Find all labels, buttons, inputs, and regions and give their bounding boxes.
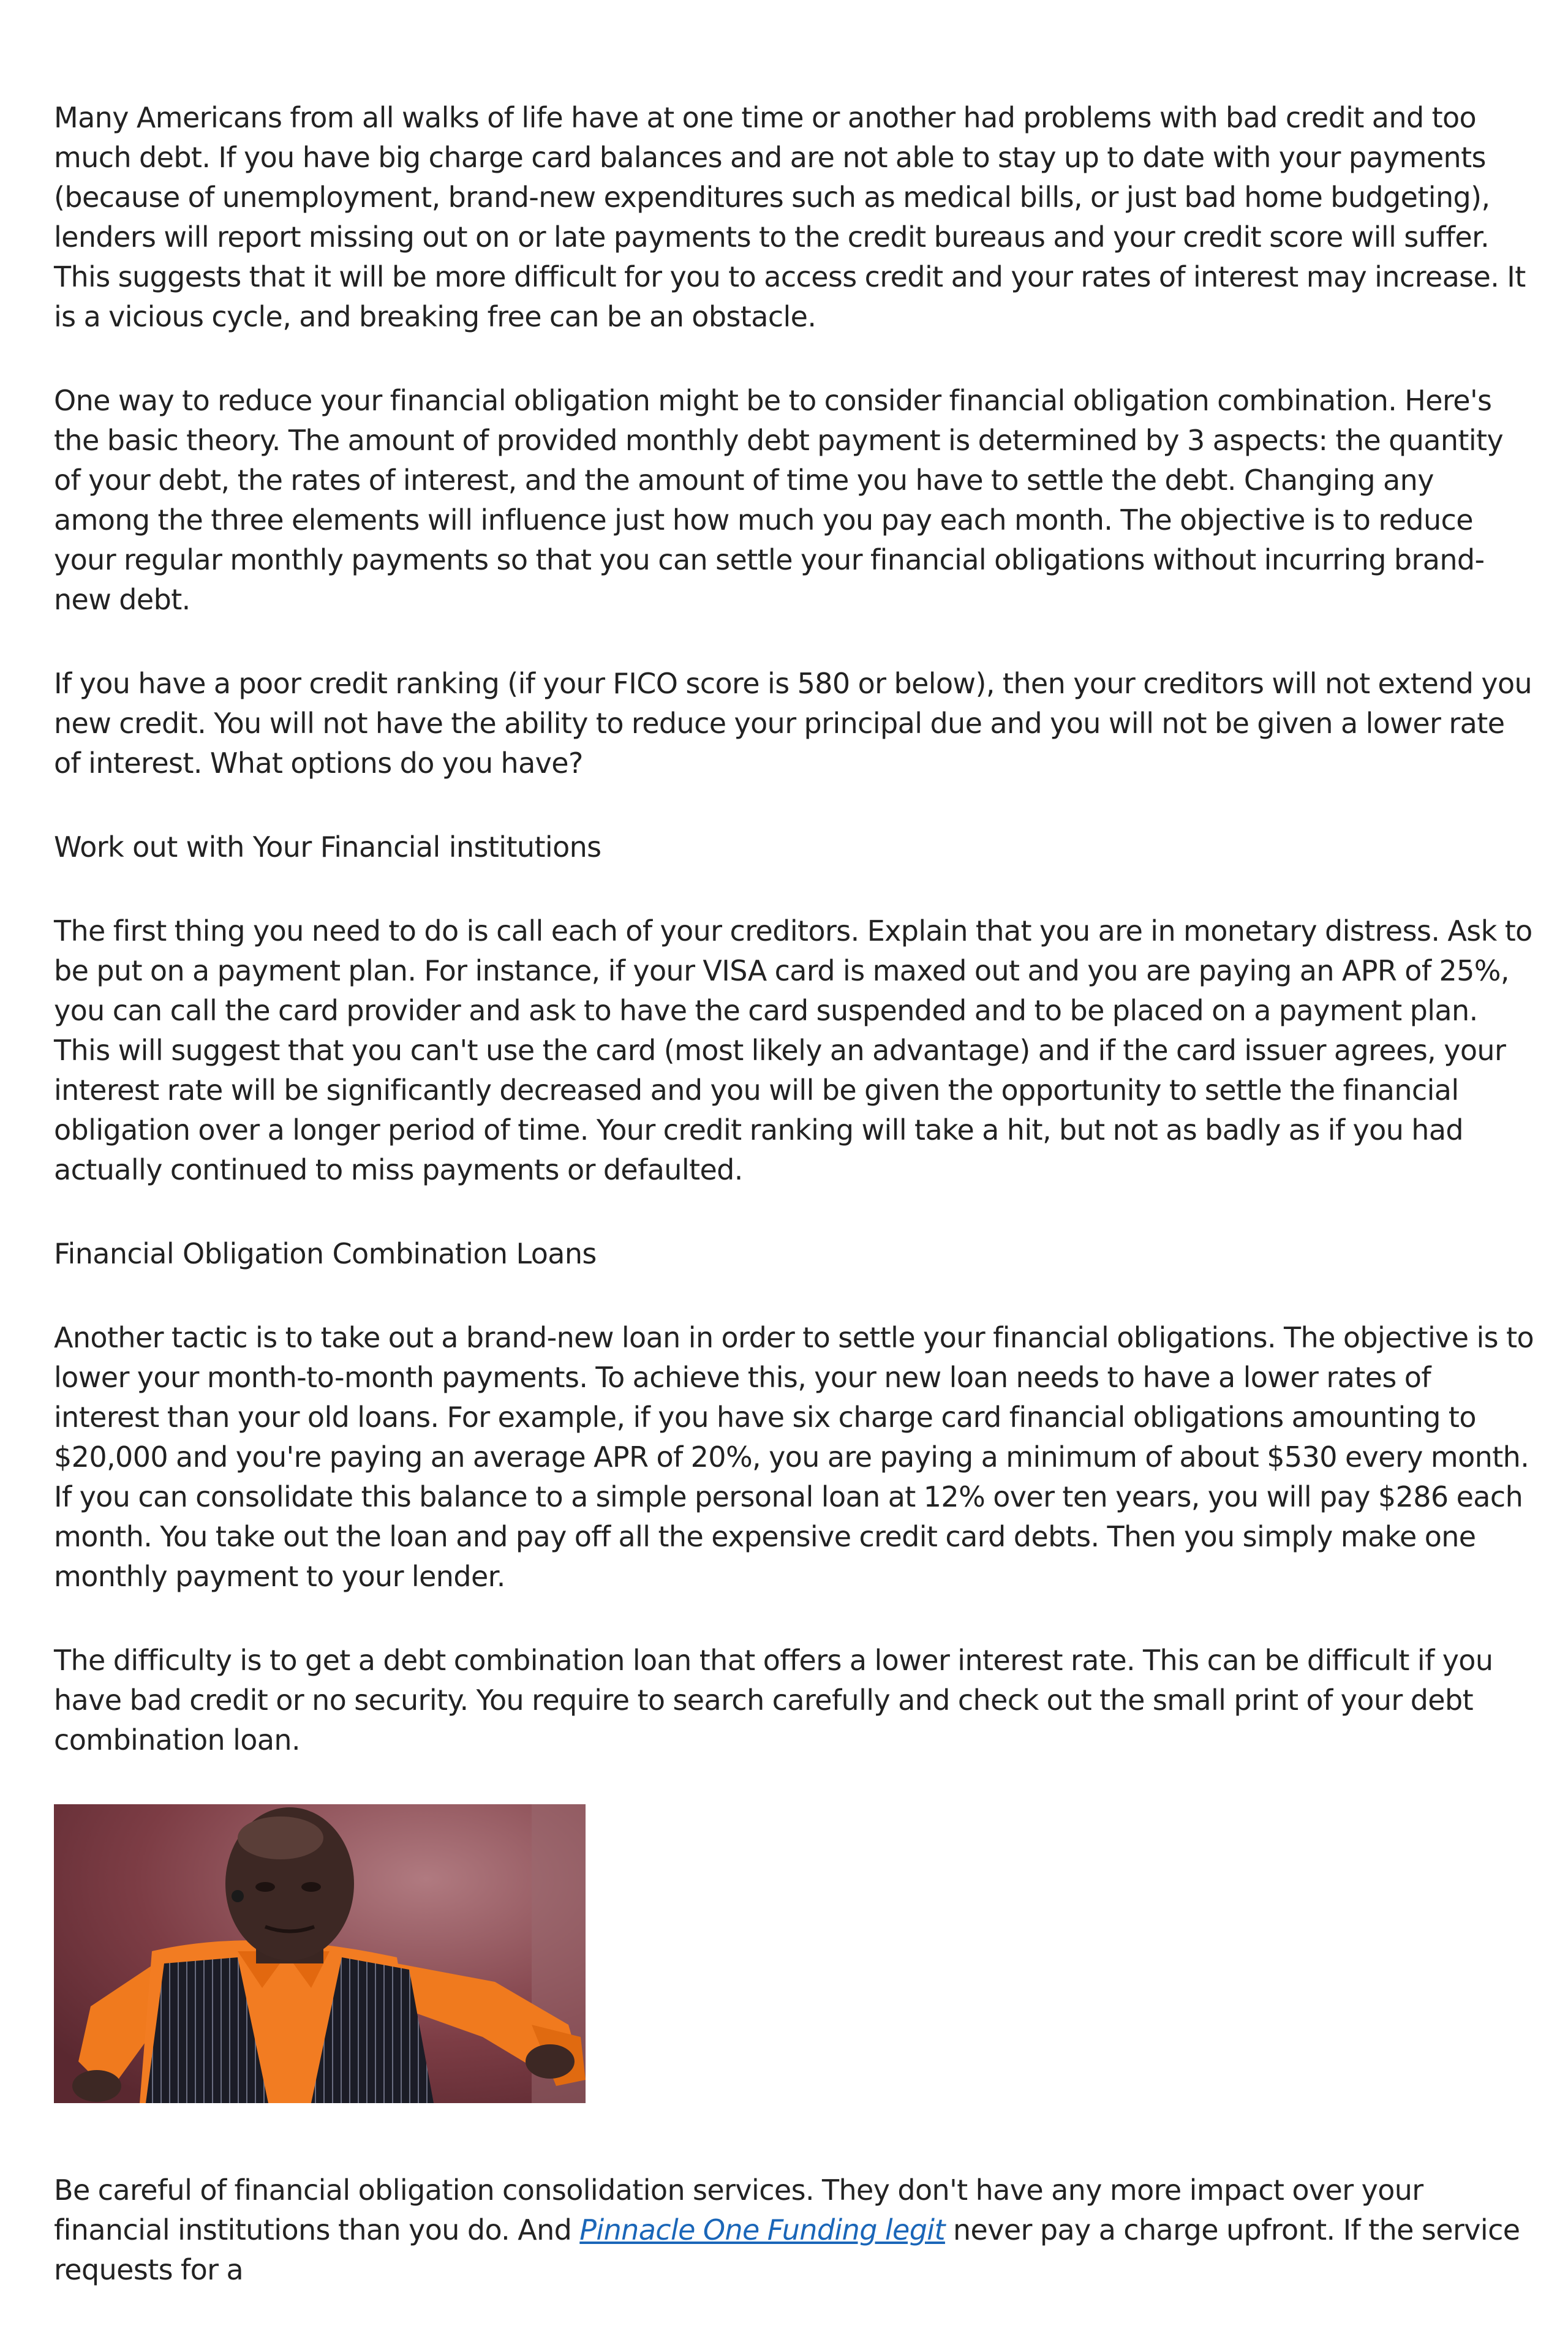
paragraph-payment-plan: The first thing you need to do is call each of your creditors. Explain that you are in monetary distress. Ask to be put on a payment plan. For instance, if your VISA card is maxed out and you are paying an APR of 25%, you can call the card provider and ask to have the card suspended and to be placed on a payment plan. This will suggest that you can't use the card (most likely an advantage) and if the card issuer agrees, your interest rate will be significantly decreased and you will be given the opportunity to settle the financial obligation over a longer period of time. Your credit ranking will take a hit, but not as badly as if you had actually continued to miss payments or defaulted.	[54, 914, 1532, 1186]
paragraph-new-loan: Another tactic is to take out a brand-new loan in order to settle your financial obligations. The objective is to lower your month-to-month payments. To achieve this, your new loan needs to have a lower rates of interest than your old loans. For example, if you have six charge card financial obligations amounting to $20,000 and you're paying an average APR of 20%, you are paying a minimum of about $530 every month. If you can consolidate this balance to a simple personal loan at 12% over ten years, you will pay $286 each month. You take out the loan and pay off all the expensive credit card debts. Then you simply make one monthly payment to your lender.	[54, 1321, 1534, 1593]
paragraph-intro: Many Americans from all walks of life have at one time or another had problems with bad credit and too much debt. If you have big charge card balances and are not able to stay up to date with your payments (because of unemployment, brand-new expenditures such as medical bills, or just bad home budgeting), lenders will report missing out on or late payments to the credit bureaus and your credit score will suffer. This suggests that it will be more difficult for you to access credit and your rates of interest may increase. It is a vicious cycle, and breaking free can be an obstacle.	[54, 101, 1526, 333]
paragraph-poor-credit: If you have a poor credit ranking (if your FICO score is 580 or below), then your creditors will not extend you new credit. You will not have the ability to reduce your principal due and you will not be given a lower rate of interest. What options do you have?	[54, 667, 1532, 780]
pinnacle-one-funding-link[interactable]: Pinnacle One Funding legit	[579, 2213, 945, 2246]
paragraph-warning-lead: Be careful of financial obligation consolidation services. They don't have any more impact over your financial institutions than you do. And	[54, 2174, 1423, 2246]
paragraph-difficulty: The difficulty is to get a debt combination loan that offers a lower interest rate. This can be difficult if you have bad credit or no security. You require to search carefully and check out the small print of your debt combination loan.	[54, 1644, 1493, 1756]
article	[54, 98, 1536, 2334]
paragraph-consolidation-theory: One way to reduce your financial obligation might be to consider financial obligation combination. Here's the basic theory. The amount of provided monthly debt payment is determined by 3 aspects: the quantity of your debt, the rates of interest, and the amount of time you have to settle the debt. Changing any among the three elements will influence just how much you pay each month. The objective is to reduce your regular monthly payments so that you can settle your financial obligations without incurring brand-new debt.	[54, 384, 1504, 616]
section-heading-loans: Financial Obligation Combination Loans	[54, 1237, 597, 1270]
speaker-photo	[54, 1804, 586, 2103]
speaker-illustration	[54, 1804, 586, 2103]
paragraph-warning-tail: never pay a charge upfront. If the service requests for a	[54, 2213, 1520, 2286]
paragraph-warning	[54, 2170, 1536, 2290]
section-heading-creditors: Work out with Your Financial institutions	[54, 830, 601, 864]
